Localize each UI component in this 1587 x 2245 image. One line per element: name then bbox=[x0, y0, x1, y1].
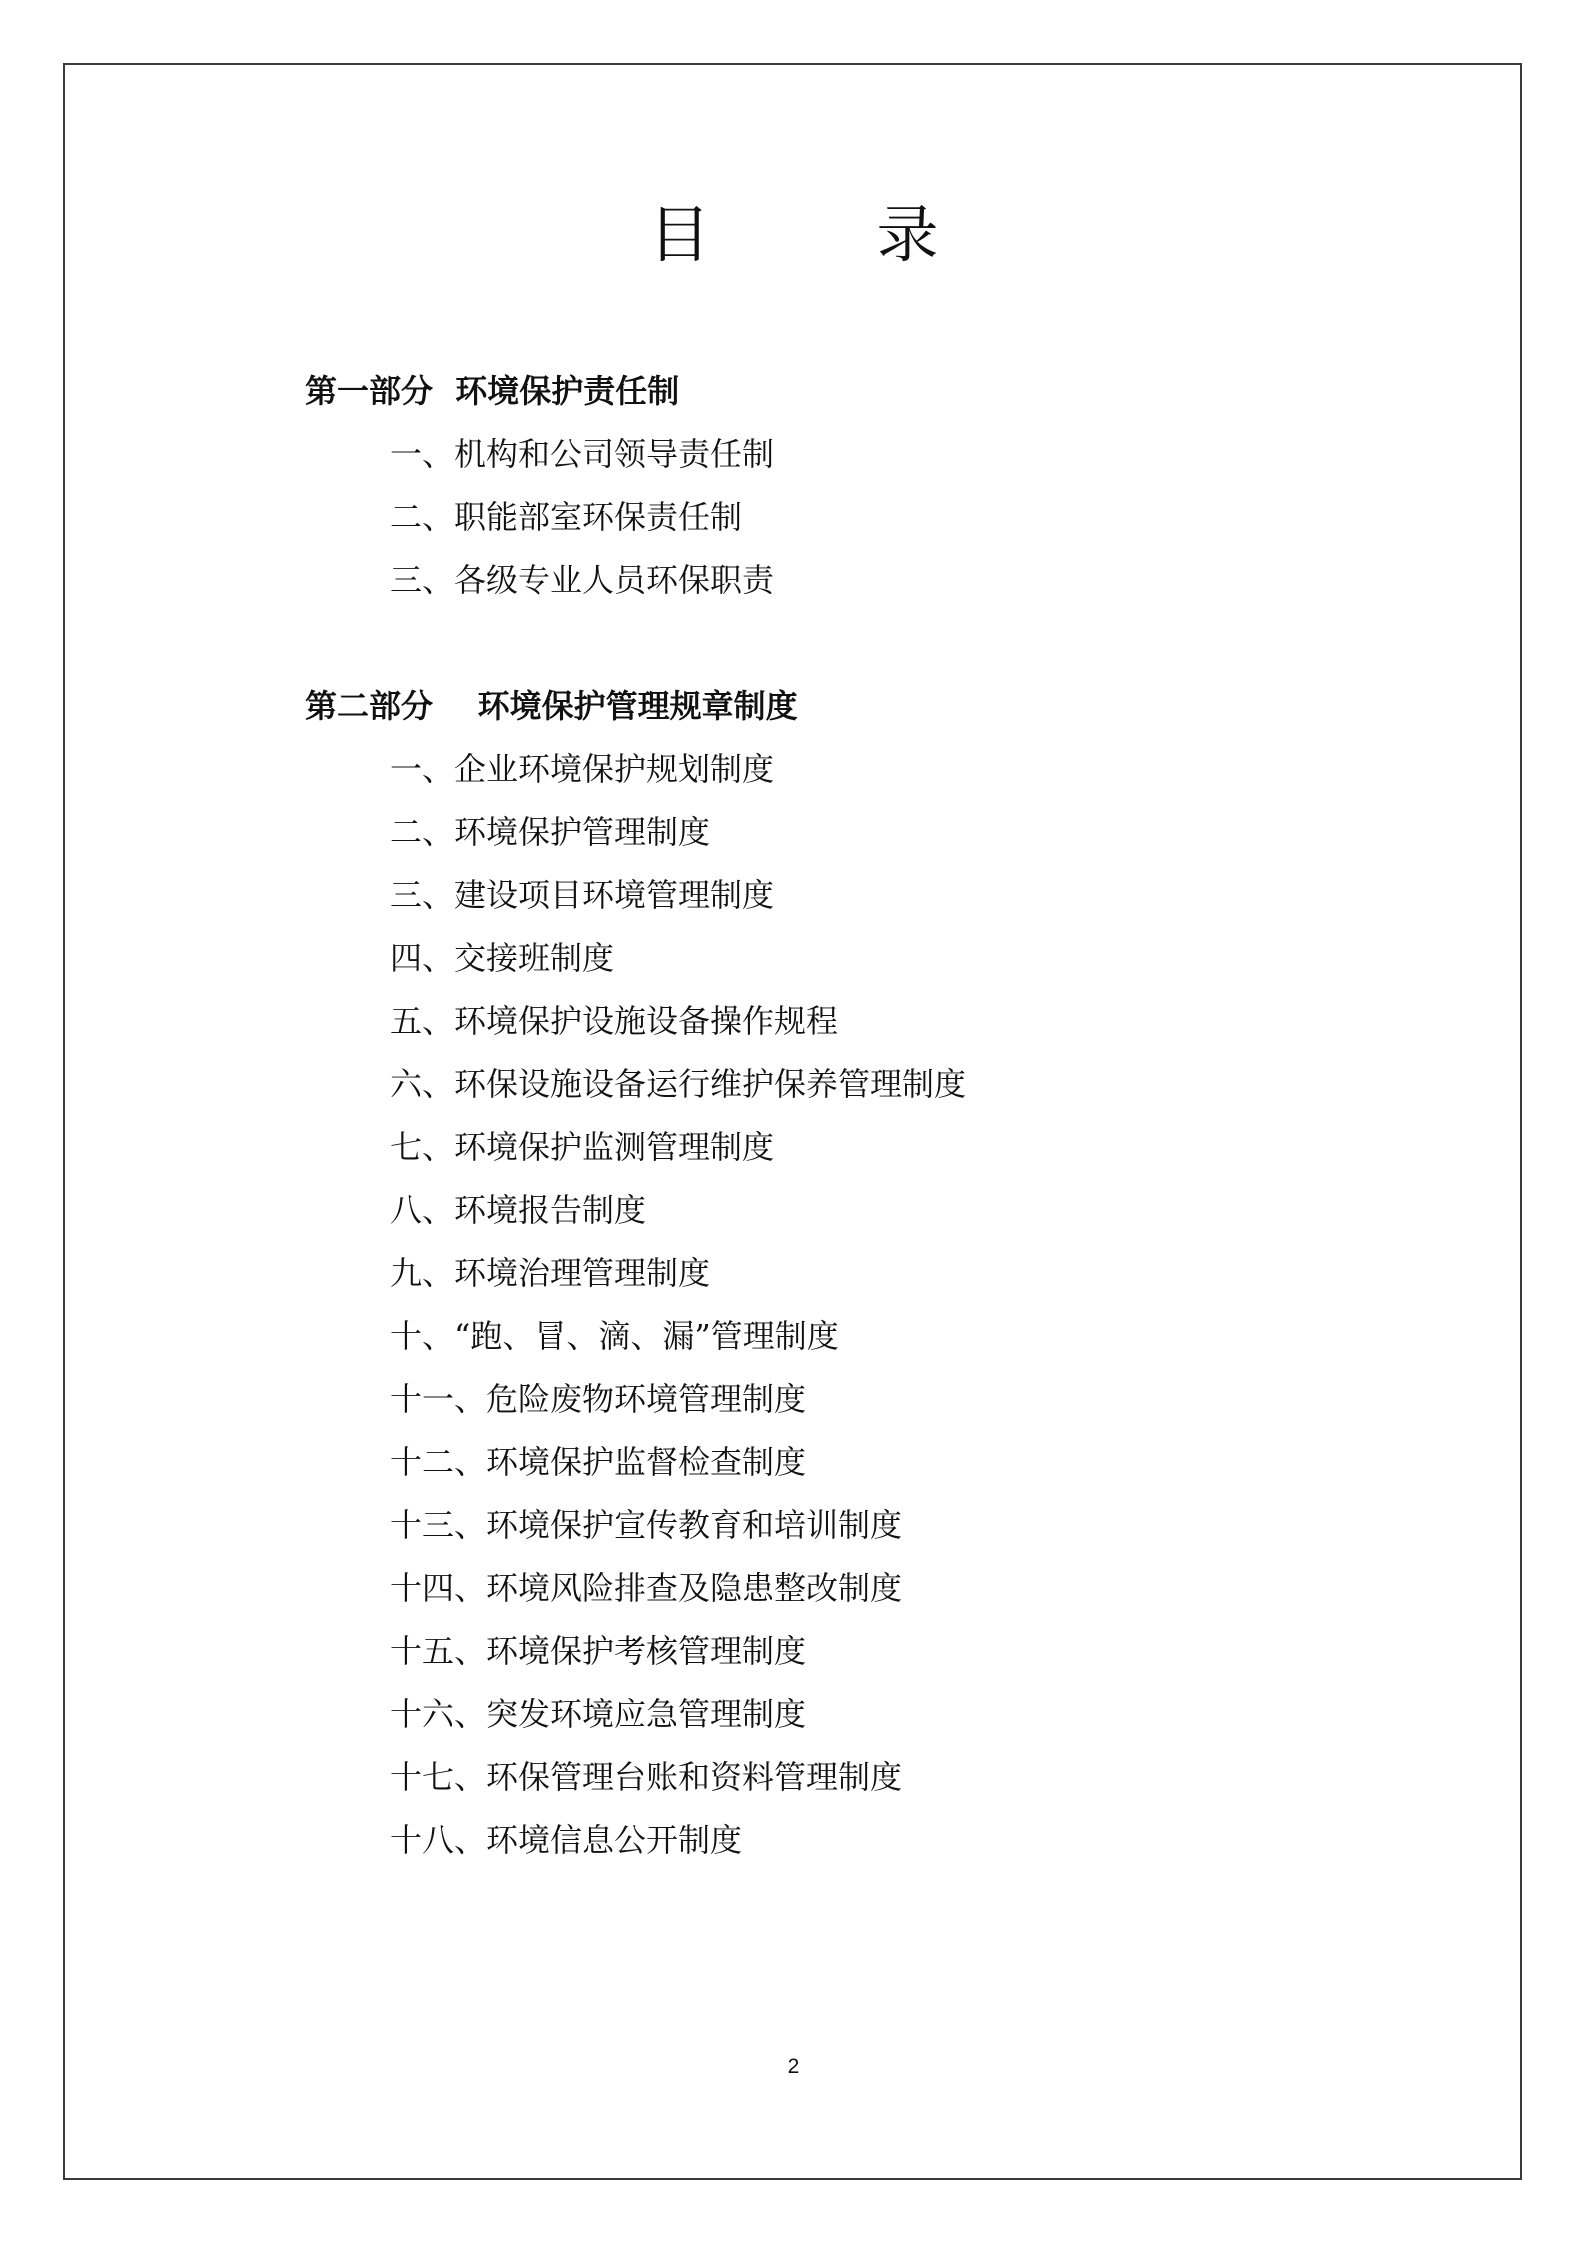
toc-item: 十四、环境风险排查及隐患整改制度 bbox=[390, 1569, 903, 1607]
toc-item: 十八、环境信息公开制度 bbox=[390, 1821, 743, 1859]
page-number: 2 bbox=[787, 2055, 800, 2078]
toc-item: 十二、环境保护监督检查制度 bbox=[390, 1443, 807, 1481]
toc-item: 十三、环境保护宣传教育和培训制度 bbox=[390, 1506, 903, 1544]
table-of-contents bbox=[305, 360, 1405, 1872]
toc-item: 十六、突发环境应急管理制度 bbox=[390, 1695, 807, 1733]
toc-item: 二、环境保护管理制度 bbox=[390, 813, 711, 851]
toc-item: 一、机构和公司领导责任制 bbox=[390, 435, 775, 473]
toc-item: 六、环保设施设备运行维护保养管理制度 bbox=[390, 1065, 967, 1103]
toc-part-1 bbox=[305, 360, 1405, 612]
part-spacer bbox=[305, 612, 1405, 675]
toc-item: 九、环境治理管理制度 bbox=[390, 1254, 711, 1292]
toc-item: 四、交接班制度 bbox=[390, 939, 615, 977]
toc-item: 十五、环境保护考核管理制度 bbox=[390, 1632, 807, 1670]
toc-part-2 bbox=[305, 675, 1405, 1872]
toc-item: 一、企业环境保护规划制度 bbox=[390, 750, 775, 788]
page-title: 目 录 bbox=[648, 198, 991, 271]
part-heading: 第一部分 环境保护责任制 bbox=[305, 372, 680, 410]
toc-item: 七、环境保护监测管理制度 bbox=[390, 1128, 775, 1166]
toc-item: 十七、环保管理台账和资料管理制度 bbox=[390, 1758, 903, 1796]
toc-item: 八、环境报告制度 bbox=[390, 1191, 647, 1229]
toc-item: 二、职能部室环保责任制 bbox=[390, 498, 743, 536]
toc-item: 五、环境保护设施设备操作规程 bbox=[390, 1002, 839, 1040]
toc-item: 十一、危险废物环境管理制度 bbox=[390, 1380, 807, 1418]
part-heading: 第二部分 环境保护管理规章制度 bbox=[305, 687, 798, 725]
toc-item: 十、“跑、冒、滴、漏”管理制度 bbox=[390, 1317, 839, 1355]
toc-item: 三、各级专业人员环保职责 bbox=[390, 561, 775, 599]
toc-item: 三、建设项目环境管理制度 bbox=[390, 876, 775, 914]
